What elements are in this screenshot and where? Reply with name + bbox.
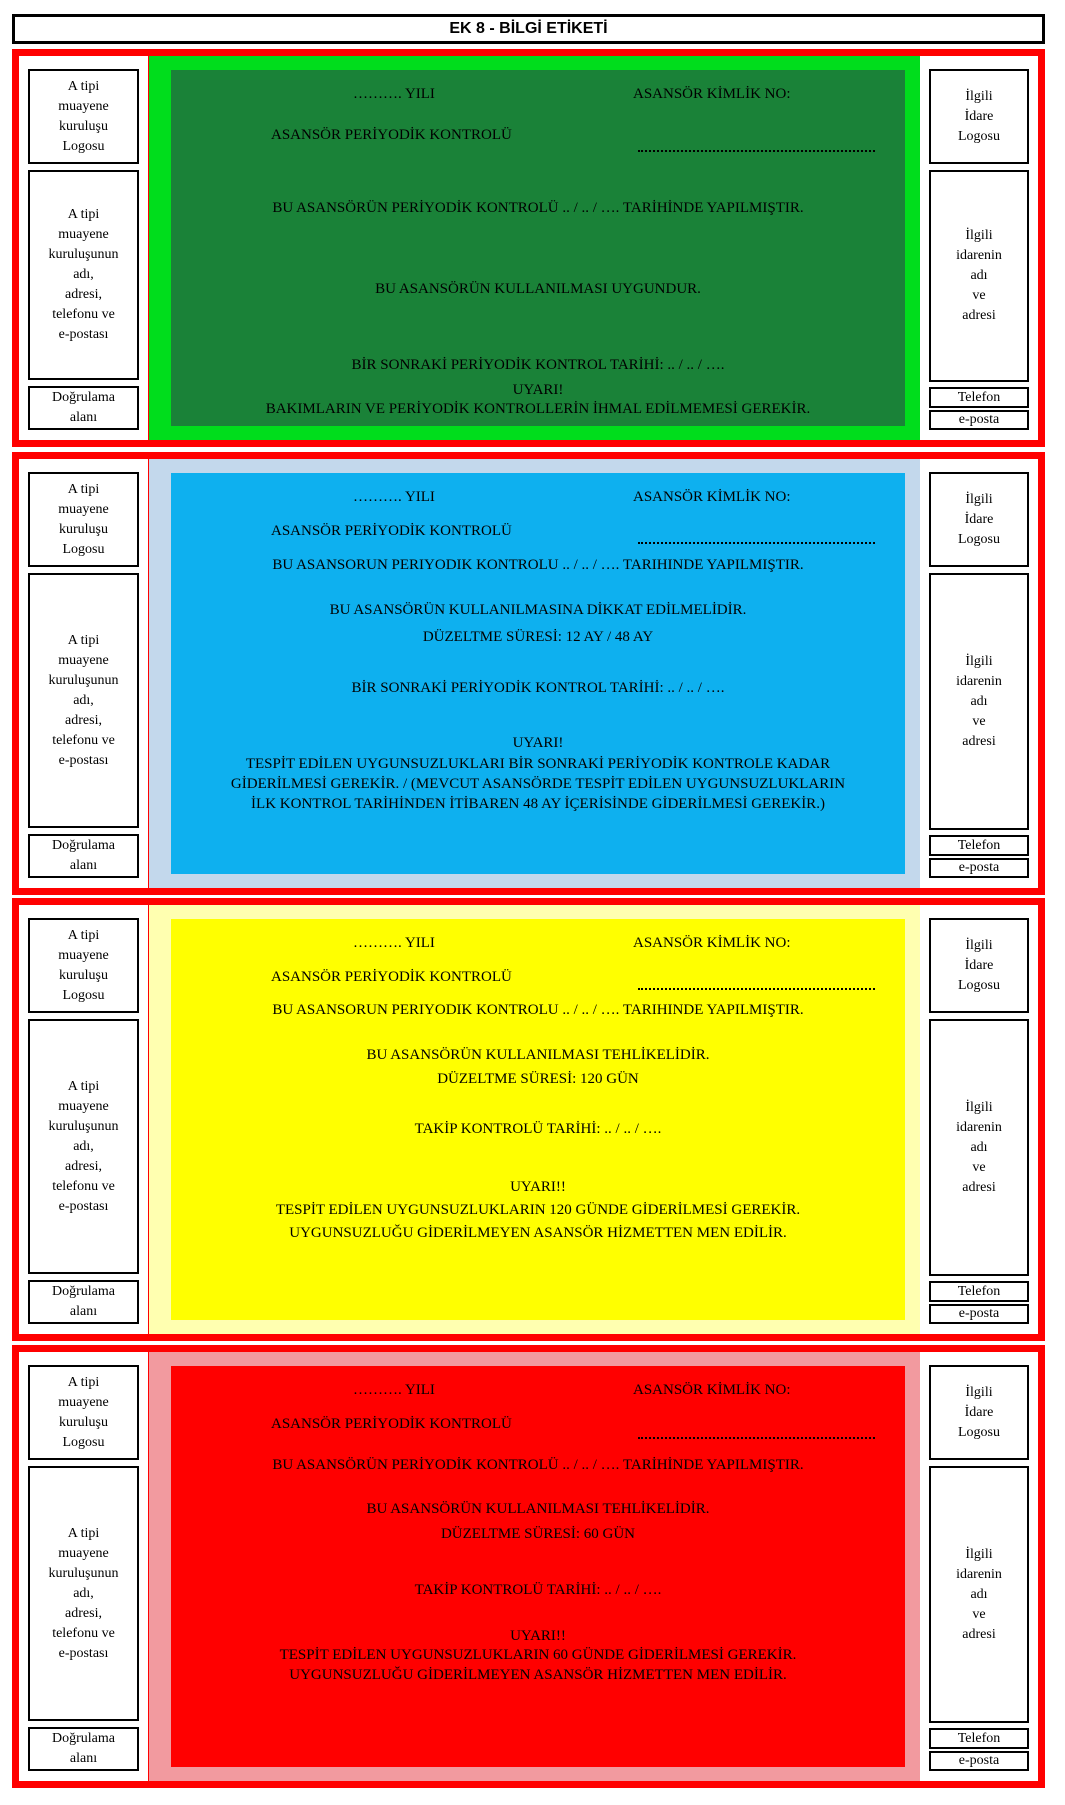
usage-status-line: BU ASANSÖRÜN KULLANILMASI TEHLİKELİDİR. (366, 1501, 710, 1517)
label-inner-area (171, 70, 905, 426)
right-panel (920, 905, 1038, 1334)
periodic-control-heading: ASANSÖR PERİYODİK KONTROLÜ (271, 1416, 512, 1432)
verification-area-box: Doğrulama alanı (28, 1280, 139, 1324)
right-panel (920, 1352, 1038, 1781)
control-date-line: BU ASANSORUN PERIYODIK KONTROLU .. / .. / …. TARIHINDE YAPILMIŞTIR. (272, 1002, 804, 1018)
inspection-body-info-box: A tipi muayene kuruluşunun adı, adresi, telefonu ve e-postası (28, 1019, 139, 1274)
warning-text-2: UYGUNSUZLUĞU GİDERİLMEYEN ASANSÖR HİZMETTEN MEN EDİLİR. (289, 1225, 787, 1241)
correction-period-line: DÜZELTME SÜRESİ: 120 GÜN (437, 1071, 639, 1087)
control-date-line: BU ASANSÖRÜN PERİYODİK KONTROLÜ .. / .. / …. TARİHİNDE YAPILMIŞTIR. (272, 200, 804, 216)
label-inner-area (171, 1366, 905, 1767)
elevator-id-dotted-line (638, 988, 875, 990)
usage-status-line: BU ASANSÖRÜN KULLANILMASI UYGUNDUR. (375, 281, 701, 297)
next-control-date-line: BİR SONRAKİ PERİYODİK KONTROL TARİHİ: .. / .. / …. (351, 357, 725, 373)
year-field: ………. YILI (353, 489, 435, 505)
warning-title: UYARI! (512, 382, 564, 398)
inspection-body-info-box: A tipi muayene kuruluşunun adı, adresi, telefonu ve e-postası (28, 170, 139, 380)
label-outer-border (149, 459, 927, 888)
inspection-body-logo-box: A tipi muayene kuruluşu Logosu (28, 1365, 139, 1460)
follow-up-control-date-line: TAKİP KONTROLÜ TARİHİ: .. / .. / …. (414, 1121, 662, 1137)
warning-text-1: TESPİT EDİLEN UYGUNSUZLUKLARIN 120 GÜNDE GİDERİLMESİ GEREKİR. (275, 1202, 801, 1218)
phone-box: Telefon (929, 835, 1029, 856)
left-panel (19, 905, 148, 1334)
warning-title: UYARI!! (510, 1179, 566, 1195)
label-inner-area (171, 473, 905, 874)
authority-info-box: İlgili idarenin adı ve adresi (929, 573, 1029, 830)
label-outer-border (149, 56, 927, 440)
elevator-id-label: ASANSÖR KİMLİK NO: (633, 1382, 791, 1398)
right-panel (920, 459, 1038, 888)
email-box: e-posta (929, 858, 1029, 878)
email-box: e-posta (929, 410, 1029, 430)
verification-area-box: Doğrulama alanı (28, 1727, 139, 1771)
elevator-id-dotted-line (638, 150, 875, 152)
elevator-id-label: ASANSÖR KİMLİK NO: (633, 489, 791, 505)
warning-text-3: İLK KONTROL TARİHİNDEN İTİBAREN 48 AY İÇERİSİNDE GİDERİLMESİ GEREKİR.) (251, 796, 825, 812)
elevator-id-label: ASANSÖR KİMLİK NO: (633, 86, 791, 102)
email-box: e-posta (929, 1304, 1029, 1324)
inspection-body-info-box: A tipi muayene kuruluşunun adı, adresi, telefonu ve e-postası (28, 573, 139, 828)
year-field: ………. YILI (353, 86, 435, 102)
left-panel (19, 459, 148, 888)
inspection-body-logo-box: A tipi muayene kuruluşu Logosu (28, 69, 139, 164)
authority-logo-box: İlgili İdare Logosu (929, 918, 1029, 1013)
authority-info-box: İlgili idarenin adı ve adresi (929, 1466, 1029, 1723)
authority-logo-box: İlgili İdare Logosu (929, 472, 1029, 567)
periodic-control-heading: ASANSÖR PERİYODİK KONTROLÜ (271, 127, 512, 143)
label-inner-area (171, 919, 905, 1320)
usage-status-line: BU ASANSÖRÜN KULLANILMASI TEHLİKELİDİR. (366, 1047, 710, 1063)
usage-status-line: BU ASANSÖRÜN KULLANILMASINA DİKKAT EDİLMELİDİR. (329, 602, 747, 618)
email-box: e-posta (929, 1751, 1029, 1771)
next-control-date-line: BİR SONRAKİ PERİYODİK KONTROL TARİHİ: .. / .. / …. (351, 680, 725, 696)
elevator-id-label: ASANSÖR KİMLİK NO: (633, 935, 791, 951)
year-field: ………. YILI (353, 1382, 435, 1398)
left-panel (19, 56, 148, 440)
label-outer-border (149, 905, 927, 1334)
year-field: ………. YILI (353, 935, 435, 951)
elevator-id-dotted-line (638, 1437, 875, 1439)
correction-period-line: DÜZELTME SÜRESİ: 60 GÜN (440, 1526, 636, 1542)
control-date-line: BU ASANSORUN PERIYODIK KONTROLU .. / .. / …. TARIHINDE YAPILMIŞTIR. (272, 557, 804, 573)
authority-logo-box: İlgili İdare Logosu (929, 1365, 1029, 1460)
inspection-body-logo-box: A tipi muayene kuruluşu Logosu (28, 472, 139, 567)
label-outer-border (149, 1352, 927, 1781)
authority-info-box: İlgili idarenin adı ve adresi (929, 170, 1029, 382)
phone-box: Telefon (929, 1728, 1029, 1749)
left-panel (19, 1352, 148, 1781)
warning-text: BAKIMLARIN VE PERİYODİK KONTROLLERİN İHMAL EDİLMEMESİ GEREKİR. (265, 401, 811, 417)
elevator-id-dotted-line (638, 542, 875, 544)
periodic-control-heading: ASANSÖR PERİYODİK KONTROLÜ (271, 969, 512, 985)
label-yellow (12, 898, 1045, 1341)
inspection-body-info-box: A tipi muayene kuruluşunun adı, adresi, telefonu ve e-postası (28, 1466, 139, 1721)
warning-text-2: UYGUNSUZLUĞU GİDERİLMEYEN ASANSÖR HİZMETTEN MEN EDİLİR. (289, 1667, 787, 1683)
warning-title: UYARI! (512, 735, 564, 751)
label-red (12, 1345, 1045, 1788)
phone-box: Telefon (929, 1281, 1029, 1302)
correction-period-line: DÜZELTME SÜRESİ: 12 AY / 48 AY (422, 629, 654, 645)
periodic-control-heading: ASANSÖR PERİYODİK KONTROLÜ (271, 523, 512, 539)
authority-info-box: İlgili idarenin adı ve adresi (929, 1019, 1029, 1276)
warning-text-1: TESPİT EDİLEN UYGUNSUZLUKLARIN 60 GÜNDE GİDERİLMESİ GEREKİR. (279, 1647, 797, 1663)
label-blue (12, 452, 1045, 895)
right-panel (920, 56, 1038, 440)
warning-title: UYARI!! (510, 1628, 566, 1644)
verification-area-box: Doğrulama alanı (28, 386, 139, 430)
verification-area-box: Doğrulama alanı (28, 834, 139, 878)
warning-text-2: GİDERİLMESİ GEREKİR. / (MEVCUT ASANSÖRDE TESPİT EDİLEN UYGUNSUZLUKLARIN (230, 776, 846, 792)
phone-box: Telefon (929, 387, 1029, 408)
warning-text-1: TESPİT EDİLEN UYGUNSUZLUKLARI BİR SONRAKİ PERİYODİK KONTROLE KADAR (245, 756, 831, 772)
inspection-body-logo-box: A tipi muayene kuruluşu Logosu (28, 918, 139, 1013)
page-title: EK 8 - BİLGİ ETİKETİ (12, 14, 1045, 44)
label-green (12, 49, 1045, 447)
follow-up-control-date-line: TAKİP KONTROLÜ TARİHİ: .. / .. / …. (414, 1582, 662, 1598)
control-date-line: BU ASANSÖRÜN PERİYODİK KONTROLÜ .. / .. / …. TARİHİNDE YAPILMIŞTIR. (272, 1457, 804, 1473)
authority-logo-box: İlgili İdare Logosu (929, 69, 1029, 164)
